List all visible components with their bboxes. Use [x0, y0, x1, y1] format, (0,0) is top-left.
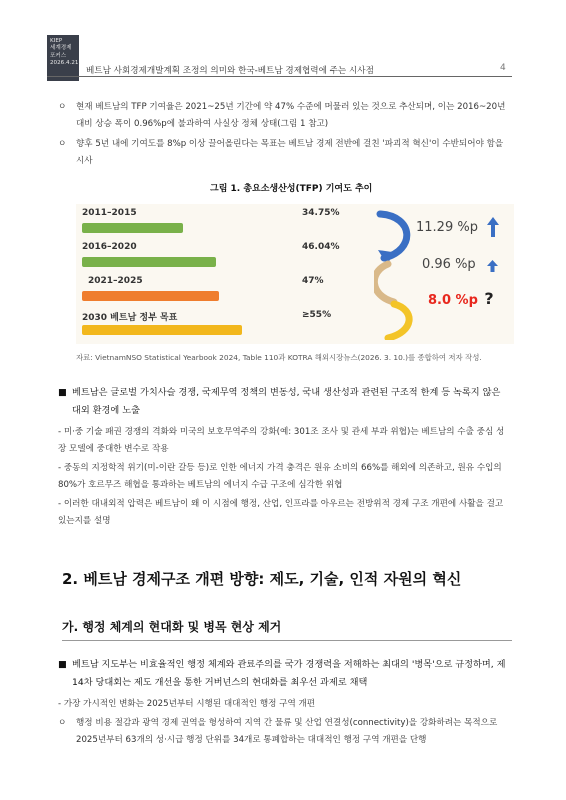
bar-category-label: 2030 베트남 정부 목표	[82, 313, 178, 323]
bar-category-label: 2021–2025	[88, 276, 143, 286]
dash-item: - 중동의 지정학적 위기(미-이란 갈등 등)로 인한 에너지 가격 충격은 원유 소비의 66%를 해외에 의존하고, 원유 수입의 80%가 호르무즈 해협을 통과하는 베트남의 에너지 수급 구조에 심각한 위협	[58, 463, 502, 490]
subsection-divider	[62, 640, 512, 641]
bullet-text: 현재 베트남의 TFP 기여율은 2021~25년 기간에 약 47% 수준에 머물러 있는 것으로 추산되며, 이는 2016~20년 대비 상승 폭이 0.96%p에 불과하여 사실상 정체 상태(그림 1 참고)	[76, 102, 506, 129]
intro-bullet	[58, 99, 510, 133]
bar	[82, 291, 219, 301]
section-lead	[58, 384, 510, 420]
lead-text: 베트남은 글로벌 가치사슬 경쟁, 국제무역 정책의 변동성, 국내 생산성과 관련된 구조적 한계 등 녹록지 않은 대외 환경에 노출	[72, 387, 501, 416]
delta-target-text: 8.0 %p	[428, 293, 478, 308]
bullet-marker: ㅇ	[58, 139, 67, 149]
publication-badge	[47, 35, 79, 81]
bar	[82, 325, 242, 335]
delta-target	[428, 289, 494, 308]
section-lead	[58, 656, 510, 692]
arc-tan	[374, 264, 394, 302]
bullet-text: 향후 5년 내에 기여도를 8%p 이상 끌어올린다는 목표는 베트남 경제 전반에 걸친 '파괴적 혁신'이 수반되어야 함을 시사	[76, 139, 504, 166]
delta-2	[422, 257, 476, 272]
square-marker: ■	[58, 659, 67, 670]
bar-category-label: 2011–2015	[82, 208, 137, 218]
badge-line: 2026.4.21.	[50, 60, 81, 67]
up-arrow-icon	[487, 260, 498, 272]
badge-line: 포커스	[50, 52, 67, 59]
detail-bullet	[58, 715, 510, 749]
intro-bullet	[58, 136, 510, 170]
badge-line: KIEP	[50, 38, 63, 44]
bullet-marker: ㅇ	[58, 102, 67, 112]
up-arrow-icon	[487, 217, 499, 237]
square-marker: ■	[58, 387, 67, 398]
dash-item: - 이러한 대내외적 압력은 베트남이 왜 이 시점에 행정, 산업, 인프라를 아우르는 전방위적 경제 구조 개편에 사활을 걸고 있는지를 설명	[58, 499, 504, 526]
bar-value-label: ≥55%	[302, 310, 332, 320]
bar-value-label: 34.75%	[302, 208, 340, 218]
delta-2-text: 0.96 %p	[422, 257, 476, 272]
question-mark-icon: ?	[484, 289, 494, 308]
bar	[82, 257, 216, 267]
bar-value-label: 47%	[302, 276, 324, 286]
arc-yellow	[388, 304, 409, 338]
subsection-heading: 가. 행정 체계의 현대화 및 병목 현상 제거	[62, 620, 282, 634]
page-number: 4	[500, 63, 506, 73]
running-header-title: 베트남 사회경제개발계획 조정의 의미와 한국-베트남 경제협력에 주는 시사점	[86, 66, 374, 76]
bar	[82, 223, 183, 233]
delta-1-text: 11.29 %p	[416, 220, 478, 235]
bullet-text: 행정 비용 절감과 광역 경제 권역을 형성하여 지역 간 물류 및 산업 연결성(connectivity)을 강화하려는 목적으로 2025년부터 63개의 성·시급 행정 단위를 34개로 통폐합하는 대대적인 행정 구역 개편을 단행	[76, 718, 498, 745]
tfp-chart	[76, 204, 514, 344]
section-heading: 2. 베트남 경제구조 개편 방향: 제도, 기술, 인적 자원의 혁신	[62, 570, 462, 588]
header-divider	[47, 76, 512, 77]
delta-1	[416, 220, 478, 235]
lead-text: 베트남 지도부는 비효율적인 행정 체계와 관료주의를 국가 경쟁력을 저해하는 최대의 '병목'으로 규정하며, 제14차 당대회는 제도 개선을 통한 거버넌스의 현대화를 최우선 과제로 채택	[72, 659, 506, 688]
badge-line: 세계경제	[50, 45, 72, 52]
figure-source: 자료: VietnamNSO Statistical Yearbook 2024, Table 110과 KOTRA 해외시장뉴스(2026. 3. 10.)를 종합하여 저자 작성.	[76, 353, 482, 362]
bar-value-label: 46.04%	[302, 242, 340, 252]
dash-item: - 미·중 기술 패권 경쟁의 격화와 미국의 보호무역주의 강화(예: 301조 조사 및 관세 부과 위협)는 베트남의 수출 중심 성장 모델에 중대한 변수로 작용	[58, 427, 505, 454]
bullet-marker: ㅇ	[58, 718, 67, 728]
dash-item: - 가장 가시적인 변화는 2025년부터 시행된 대대적인 행정 구역 개편	[58, 699, 316, 709]
figure-title: 그림 1. 총요소생산성(TFP) 기여도 추이	[210, 184, 373, 194]
trend-arrows	[374, 210, 418, 340]
bar-category-label: 2016–2020	[82, 242, 137, 252]
